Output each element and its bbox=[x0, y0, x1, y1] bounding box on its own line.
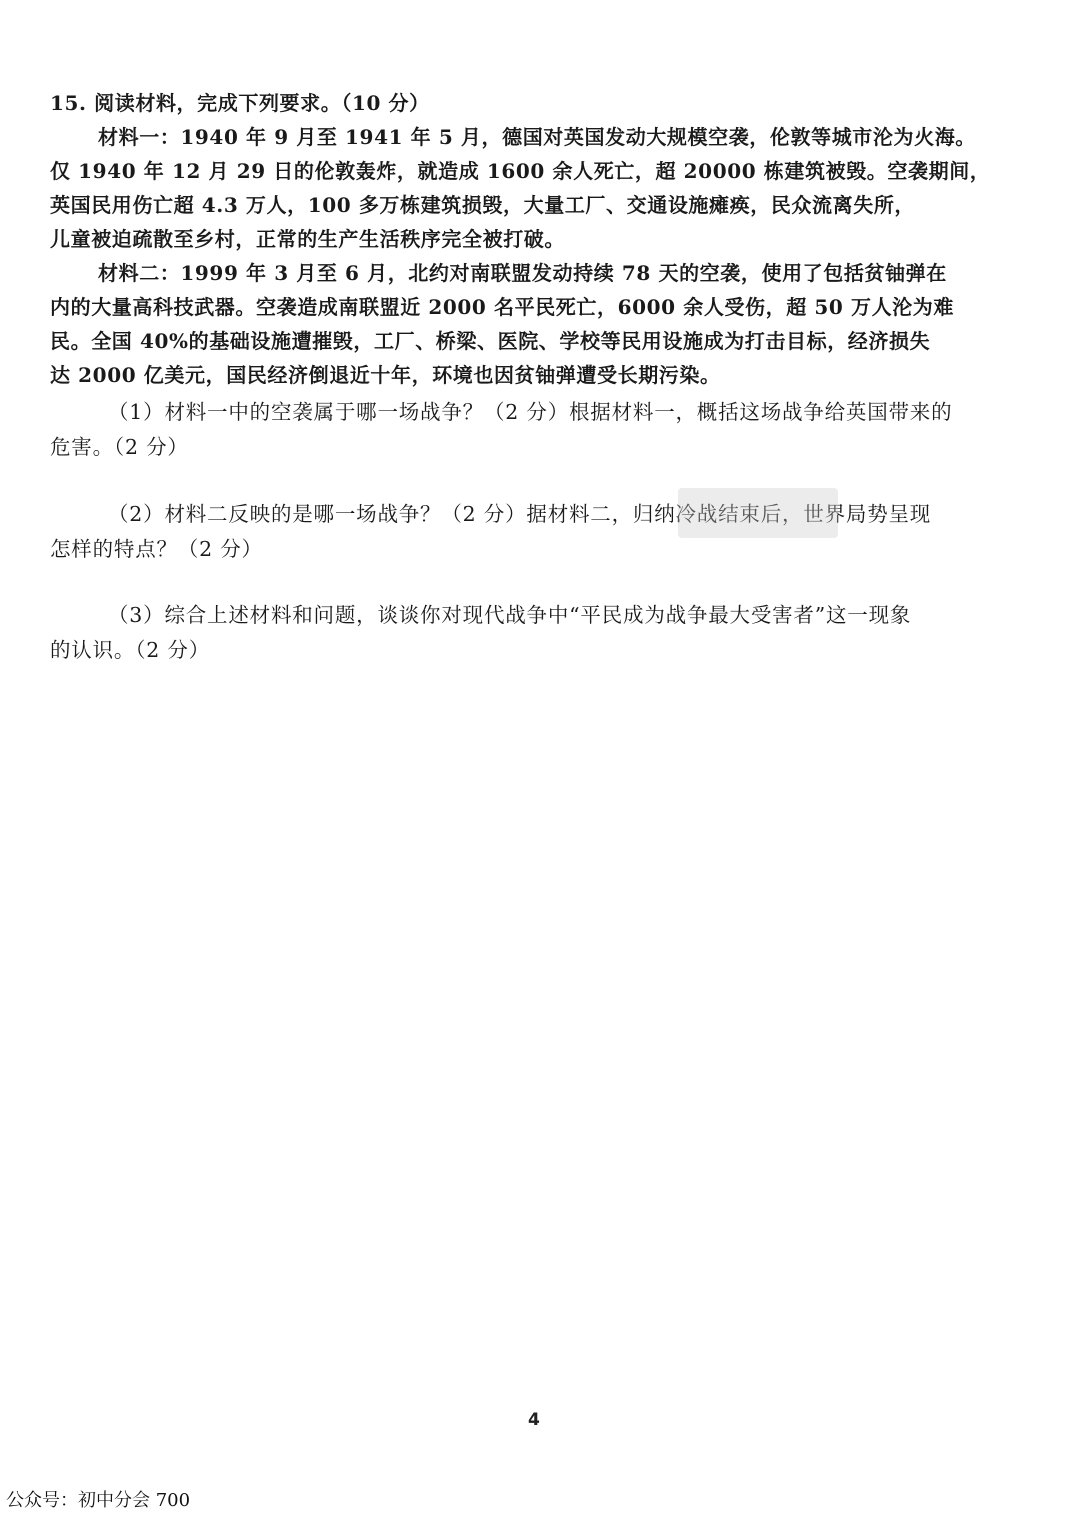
scan-smudge bbox=[678, 488, 838, 538]
material-two-line-2: 内的大量高科技武器。空袭造成南联盟近 2000 名平民死亡，6000 余人受伤，超 50 万人沦为难 bbox=[50, 295, 954, 319]
question-2-line-2: 怎样的特点？（2 分） bbox=[50, 537, 263, 561]
page-number: 4 bbox=[528, 1410, 540, 1430]
question-header: 15. 阅读材料，完成下列要求。（10 分） bbox=[50, 91, 430, 115]
question-2-line-1: （2）材料二反映的是哪一场战争？（2 分）据材料二，归纳冷战结束后，世界局势呈现 bbox=[108, 502, 932, 526]
question-3-line-1: （3）综合上述材料和问题，谈谈你对现代战争中“平民成为战争最大受害者”这一现象 bbox=[108, 603, 912, 627]
material-two-line-1: 材料二：1999 年 3 月至 6 月，北约对南联盟发动持续 78 天的空袭，使用了包括贫铀弹在 bbox=[98, 261, 947, 285]
question-1-line-2: 危害。（2 分） bbox=[50, 435, 189, 459]
material-two-line-4: 达 2000 亿美元，国民经济倒退近十年，环境也因贫铀弹遭受长期污染。 bbox=[50, 363, 721, 387]
footer-watermark-text: 公众号：初中分会 700 bbox=[6, 1490, 191, 1511]
material-one-line-4: 儿童被迫疏散至乡村，正常的生产生活秩序完全被打破。 bbox=[50, 227, 565, 251]
material-two-line-3: 民。全国 40%的基础设施遭摧毁，工厂、桥梁、医院、学校等民用设施成为打击目标，经济损失 bbox=[50, 329, 931, 353]
question-3-line-2: 的认识。（2 分） bbox=[50, 638, 211, 662]
material-one-line-3: 英国民用伤亡超 4.3 万人，100 多万栋建筑损毁，大量工厂、交通设施瘫痪，民众流离失所， bbox=[50, 193, 916, 217]
material-one-line-2: 仅 1940 年 12 月 29 日的伦敦轰炸，就造成 1600 余人死亡，超 20000 栋建筑被毁。空袭期间， bbox=[50, 159, 991, 183]
material-one-line-1: 材料一：1940 年 9 月至 1941 年 5 月，德国对英国发动大规模空袭，伦敦等城市沦为火海。 bbox=[98, 125, 976, 149]
question-1-line-1: （1）材料一中的空袭属于哪一场战争？（2 分）根据材料一，概括这场战争给英国带来的 bbox=[108, 400, 953, 424]
